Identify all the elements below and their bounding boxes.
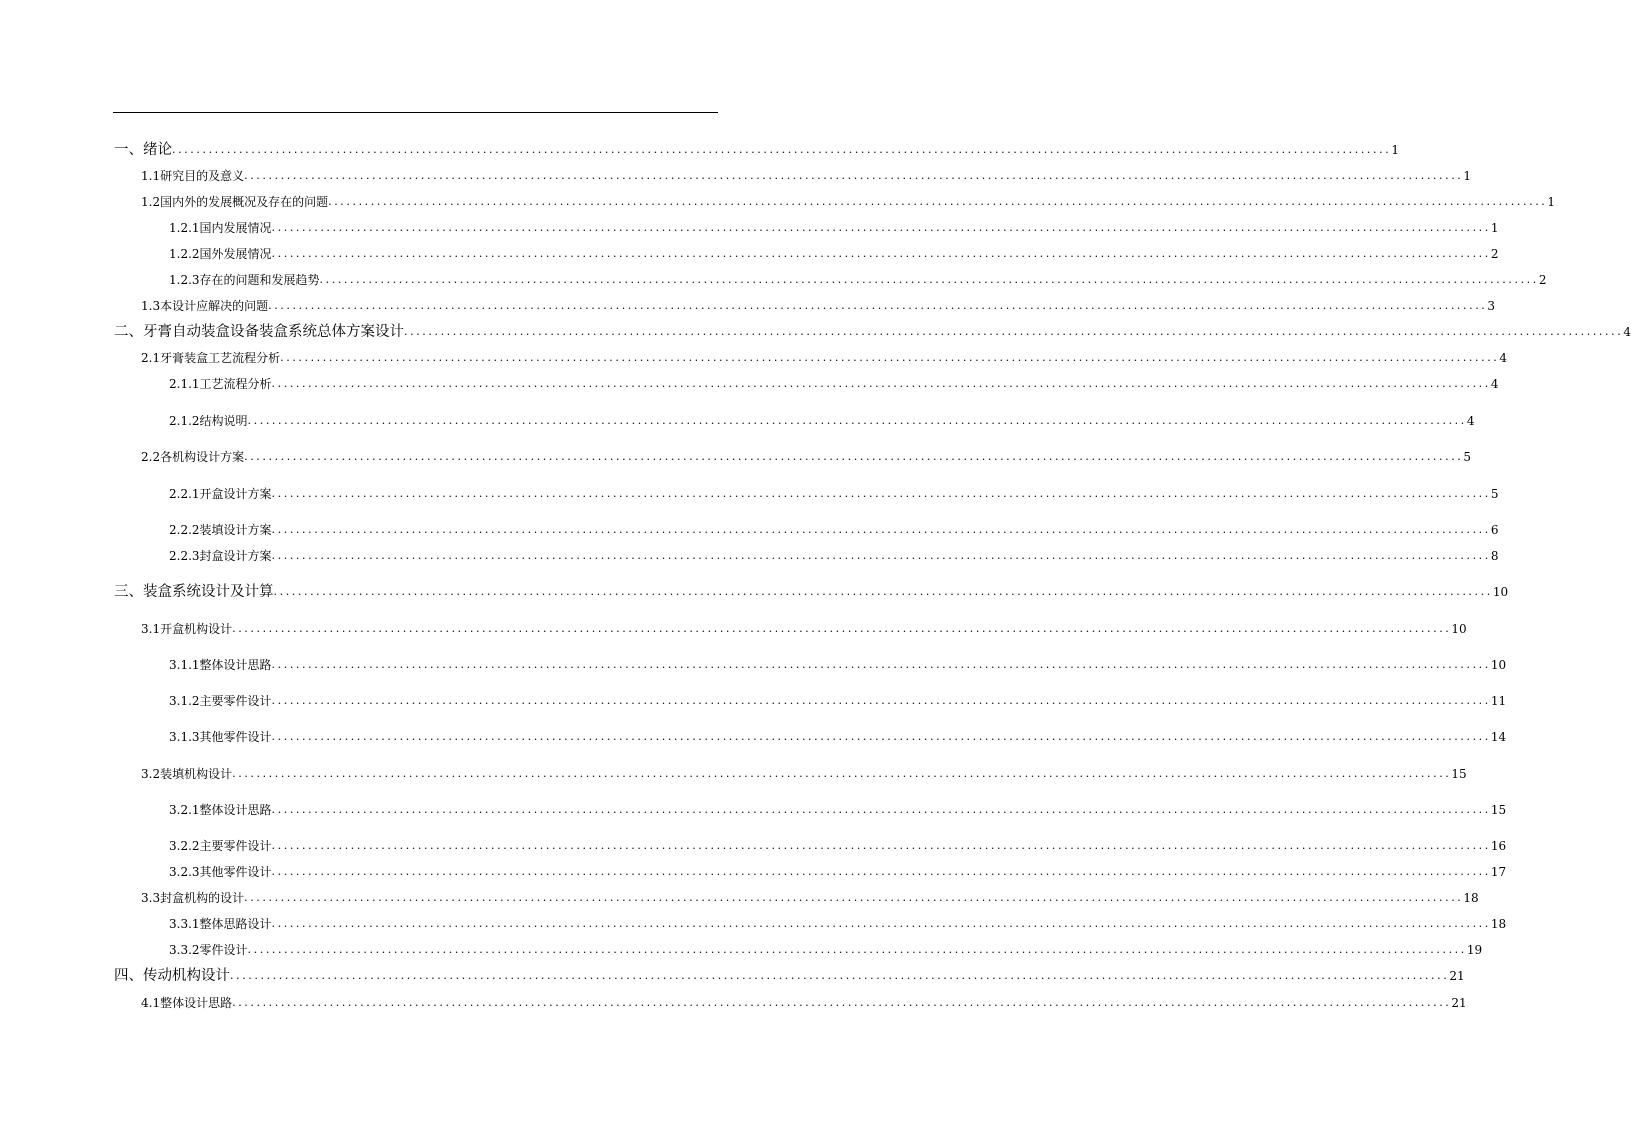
toc-entry-page-number: 19 bbox=[1466, 943, 1483, 957]
toc-leader-dots: ........................................................................................................................................................................................................ bbox=[247, 414, 1467, 427]
toc-entry[interactable] bbox=[169, 862, 1507, 882]
toc-entry[interactable] bbox=[141, 348, 1508, 368]
toc-entry[interactable] bbox=[141, 619, 1467, 639]
toc-leader-dots: ........................................................................................................................................................................................................ bbox=[271, 221, 1491, 234]
toc-leader-dots: ........................................................................................................................................................................................................ bbox=[247, 943, 1467, 956]
toc-entry[interactable] bbox=[141, 296, 1496, 316]
toc-entry-title: 3.3封盒机构的设计 bbox=[141, 891, 245, 905]
toc-entry-title: 3.1.1整体设计思路 bbox=[169, 658, 272, 672]
toc-entry-page-number: 21 bbox=[1451, 996, 1467, 1010]
toc-entry-title: 2.2各机构设计方案 bbox=[141, 450, 245, 464]
toc-entry-page-number: 5 bbox=[1490, 487, 1499, 501]
toc-leader-dots: ........................................................................................................................................................................................................ bbox=[172, 143, 1392, 156]
toc-entry-page-number: 4 bbox=[1499, 351, 1508, 365]
toc-leader-dots: ........................................................................................................................................................................................................ bbox=[271, 549, 1491, 562]
toc-entry-page-number: 8 bbox=[1490, 549, 1499, 563]
toc-entry[interactable] bbox=[169, 914, 1507, 934]
toc-leader-dots: ........................................................................................................................................................................................................ bbox=[271, 839, 1491, 852]
toc-leader-dots: ........................................................................................................................................................................................................ bbox=[319, 273, 1539, 286]
toc-leader-dots: ........................................................................................................................................................................................................ bbox=[271, 487, 1491, 500]
toc-entry-page-number: 5 bbox=[1463, 450, 1472, 464]
toc-entry[interactable] bbox=[114, 322, 1631, 342]
toc-leader-dots: ........................................................................................................................................................................................................ bbox=[271, 658, 1491, 671]
toc-entry-page-number: 1 bbox=[1490, 221, 1499, 235]
toc-entry[interactable] bbox=[169, 411, 1475, 431]
toc-entry-title: 1.2国内外的发展概况及存在的问题 bbox=[141, 195, 329, 209]
toc-entry-title: 3.2.1整体设计思路 bbox=[169, 803, 272, 817]
toc-entry-title: 2.1.1工艺流程分析 bbox=[169, 377, 272, 391]
toc-entry[interactable] bbox=[141, 447, 1472, 467]
toc-leader-dots: ........................................................................................................................................................................................................ bbox=[230, 969, 1450, 982]
toc-entry-title: 1.3本设计应解决的问题 bbox=[141, 299, 269, 313]
toc-entry[interactable] bbox=[141, 166, 1472, 186]
toc-entry[interactable] bbox=[141, 192, 1556, 212]
toc-entry-page-number: 4 bbox=[1623, 325, 1631, 339]
toc-entry-title: 3.1.3其他零件设计 bbox=[169, 730, 272, 744]
toc-entry-title: 4.1整体设计思路 bbox=[141, 996, 233, 1010]
toc-entry-page-number: 10 bbox=[1490, 658, 1507, 672]
toc-entry-title: 3.2.3其他零件设计 bbox=[169, 865, 272, 879]
toc-entry[interactable] bbox=[169, 218, 1499, 238]
toc-leader-dots: ........................................................................................................................................................................................................ bbox=[271, 803, 1491, 816]
toc-leader-dots: ........................................................................................................................................................................................................ bbox=[280, 351, 1500, 364]
toc-entry-title: 三、装盒系统设计及计算 bbox=[114, 584, 274, 600]
toc-entry-title: 1.1研究目的及意义 bbox=[141, 169, 245, 183]
toc-entry-title: 2.2.3封盒设计方案 bbox=[169, 549, 272, 563]
toc-entry-title: 1.2.1国内发展情况 bbox=[169, 221, 272, 235]
toc-leader-dots: ........................................................................................................................................................................................................ bbox=[268, 299, 1488, 312]
toc-entry-page-number: 15 bbox=[1451, 767, 1467, 781]
toc-entry-title: 2.2.1开盒设计方案 bbox=[169, 487, 272, 501]
toc-entry-title: 2.1.2结构说明 bbox=[169, 414, 248, 428]
toc-entry[interactable] bbox=[114, 966, 1465, 986]
toc-leader-dots: ........................................................................................................................................................................................................ bbox=[232, 767, 1452, 780]
toc-entry-page-number: 18 bbox=[1490, 917, 1507, 931]
toc-entry-title: 3.3.2零件设计 bbox=[169, 943, 248, 957]
toc-entry[interactable] bbox=[141, 764, 1467, 784]
toc-leader-dots: ........................................................................................................................................................................................................ bbox=[271, 730, 1491, 743]
toc-entry-page-number: 16 bbox=[1490, 839, 1507, 853]
toc-leader-dots: ........................................................................................................................................................................................................ bbox=[271, 377, 1491, 390]
toc-leader-dots: ........................................................................................................................................................................................................ bbox=[271, 247, 1491, 260]
toc-entry[interactable] bbox=[169, 374, 1499, 394]
toc-entry-page-number: 6 bbox=[1490, 523, 1499, 537]
toc-leader-dots: ........................................................................................................................................................................................................ bbox=[404, 325, 1624, 338]
toc-entry[interactable] bbox=[114, 140, 1399, 160]
toc-entry[interactable] bbox=[169, 270, 1547, 290]
toc-entry-title: 2.1牙膏装盒工艺流程分析 bbox=[141, 351, 281, 365]
toc-entry-title: 1.2.2国外发展情况 bbox=[169, 247, 272, 261]
toc-entry-page-number: 2 bbox=[1490, 247, 1499, 261]
toc-entry-page-number: 17 bbox=[1490, 865, 1507, 879]
toc-entry-title: 3.1开盒机构设计 bbox=[141, 622, 233, 636]
toc-entry-page-number: 10 bbox=[1492, 585, 1509, 599]
toc-entry-page-number: 3 bbox=[1487, 299, 1496, 313]
toc-entry[interactable] bbox=[169, 244, 1499, 264]
toc-entry-title: 一、绪论 bbox=[114, 142, 172, 158]
toc-entry[interactable] bbox=[169, 655, 1507, 675]
toc-entry[interactable] bbox=[169, 836, 1507, 856]
toc-entry[interactable] bbox=[169, 691, 1507, 711]
toc-entry-page-number: 18 bbox=[1463, 891, 1479, 905]
toc-entry-title: 二、牙膏自动装盒设备装盒系统总体方案设计 bbox=[114, 324, 404, 340]
toc-leader-dots: ........................................................................................................................................................................................................ bbox=[273, 585, 1493, 598]
toc-leader-dots: ........................................................................................................................................................................................................ bbox=[271, 694, 1491, 707]
toc-entry[interactable] bbox=[114, 582, 1509, 602]
toc-entry[interactable] bbox=[141, 888, 1479, 908]
toc-leader-dots: ........................................................................................................................................................................................................ bbox=[244, 891, 1464, 904]
toc-entry-title: 3.3.1整体思路设计 bbox=[169, 917, 272, 931]
toc-leader-dots: ........................................................................................................................................................................................................ bbox=[271, 523, 1491, 536]
toc-entry[interactable] bbox=[169, 727, 1507, 747]
toc-entry-page-number: 1 bbox=[1463, 169, 1472, 183]
toc-leader-dots: ........................................................................................................................................................................................................ bbox=[328, 195, 1548, 208]
toc-entry[interactable] bbox=[169, 520, 1499, 540]
toc-entry-page-number: 4 bbox=[1490, 377, 1499, 391]
toc-entry[interactable] bbox=[169, 940, 1483, 960]
toc-leader-dots: ........................................................................................................................................................................................................ bbox=[271, 865, 1491, 878]
toc-entry[interactable] bbox=[169, 484, 1499, 504]
toc-entry-page-number: 21 bbox=[1449, 969, 1465, 983]
toc-entry-page-number: 15 bbox=[1490, 803, 1507, 817]
toc-entry-title: 3.1.2主要零件设计 bbox=[169, 694, 272, 708]
toc-entry-page-number: 11 bbox=[1490, 694, 1507, 708]
toc-entry-title: 2.2.2装填设计方案 bbox=[169, 523, 272, 537]
toc-entry-title: 3.2装填机构设计 bbox=[141, 767, 233, 781]
toc-entry-page-number: 1 bbox=[1391, 143, 1399, 157]
toc-entry[interactable] bbox=[169, 800, 1507, 820]
toc-entry-page-number: 4 bbox=[1466, 414, 1475, 428]
toc-entry[interactable] bbox=[169, 546, 1499, 566]
toc-leader-dots: ........................................................................................................................................................................................................ bbox=[244, 169, 1464, 182]
toc-leader-dots: ........................................................................................................................................................................................................ bbox=[232, 622, 1452, 635]
toc-entry[interactable] bbox=[141, 993, 1467, 1013]
toc-entry-title: 3.2.2主要零件设计 bbox=[169, 839, 272, 853]
toc-leader-dots: ........................................................................................................................................................................................................ bbox=[271, 917, 1491, 930]
toc-leader-dots: ........................................................................................................................................................................................................ bbox=[244, 450, 1464, 463]
toc-entry-page-number: 10 bbox=[1451, 622, 1467, 636]
toc-entry-title: 四、传动机构设计 bbox=[114, 968, 230, 984]
toc-leader-dots: ........................................................................................................................................................................................................ bbox=[232, 996, 1452, 1009]
toc-entry-page-number: 1 bbox=[1547, 195, 1556, 209]
toc-entry-page-number: 14 bbox=[1490, 730, 1507, 744]
toc-entry-page-number: 2 bbox=[1538, 273, 1547, 287]
toc-entry-title: 1.2.3存在的问题和发展趋势 bbox=[169, 273, 320, 287]
